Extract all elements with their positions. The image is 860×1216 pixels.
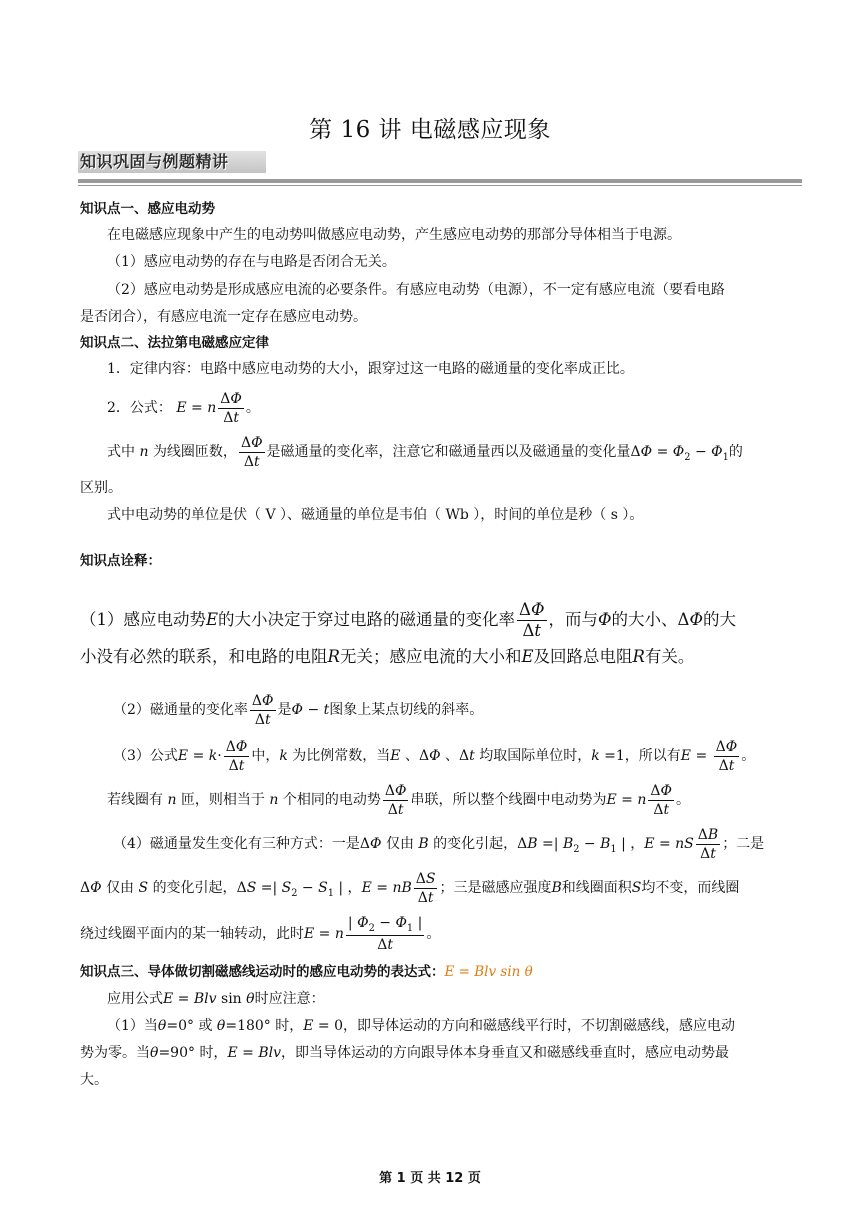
note-4-line-1: （4）磁通量发生变化有三种方式：一是ΔΦ 仅由 B 的变化引起，ΔB =| $B_2 - B_1$ | ，E = nS $\frac{\Delta B}{\Delta t}$ ；二是 bbox=[113, 826, 765, 862]
divider-thick bbox=[78, 179, 802, 183]
note-2: （2）磁通量的变化率 $\frac{\Delta\Phi}{\Delta t}$ 是Φ − t图象上某点切线的斜率。 bbox=[113, 692, 484, 728]
note-3-line-1: （3）公式E = k· $\frac{\Delta\Phi}{\Delta t}$ 中，k 为比例常数，当E 、ΔΦ 、Δt 均取国际单位时，k =1，所以有E = $\frac{\Delta\Phi}{\Delta t}$ 。 bbox=[113, 738, 756, 774]
paragraph: 在电磁感应现象中产生的电动势叫做感应电动势，产生感应电动势的那部分导体相当于电源。 bbox=[107, 227, 681, 243]
highlighted-formula: E = Blv sin θ bbox=[444, 964, 533, 980]
paragraph: 式中电动势的单位是伏（ V ）、磁通量的单位是韦伯（ Wb ），时间的单位是秒（ s ）。 bbox=[107, 507, 644, 523]
note-1-line-2: 小没有必然的联系，和电路的电阻R无关；感应电流的大小和E及回路总电阻R有关。 bbox=[80, 647, 695, 666]
paragraph: 是否闭合），有感应电流一定存在感应电动势。 bbox=[80, 309, 367, 325]
math-formula: E = n $\frac{\Delta\Phi}{\Delta t}$ 。 bbox=[176, 390, 260, 426]
section-banner: 知识巩固与例题精讲 bbox=[78, 151, 266, 173]
note-4-line-2: ΔΦ 仅由 S 的变化引起，ΔS =| $S_2 - S_1$ | ，E = nB $\frac{\Delta S}{\Delta t}$ ；三是磁感应强度B和线圈面积S均不变，而线圈 bbox=[80, 870, 740, 906]
page-footer: 第 1 页 共 12 页 bbox=[379, 1171, 481, 1186]
heading-section-2: 知识点二、法拉第电磁感应定律 bbox=[80, 335, 269, 351]
paragraph: （2）感应电动势是形成感应电流的必要条件。有感应电动势（电源），不一定有感应电流（要看电路 bbox=[107, 282, 725, 298]
paragraph: （1）当θ=0° 或 θ=180° 时，E = 0，即导体运动的方向和磁感线平行时，不切割磁感线，感应电动 bbox=[107, 1018, 736, 1034]
note-4-line-3: 绕过线圈平面内的某一轴转动，此时E = n $\frac{| \Phi_2 - \Phi_1 |}{\Delta t}$ 。 bbox=[80, 914, 441, 954]
paragraph: 应用公式E = Blv sin θ时应注意： bbox=[107, 991, 325, 1007]
law-statement: 1．定律内容：电路中感应电动势的大小，跟穿过这一电路的磁通量的变化率成正比。 bbox=[107, 361, 634, 377]
note-3-line-2: 若线圈有 n 匝，则相当于 n 个相同的电动势 $\frac{\Delta\Phi}{\Delta t}$ 串联，所以整个线圈中电动势为E = n $\frac{\Delta\Phi}{\Delta t}$ 。 bbox=[107, 782, 690, 818]
paragraph: 大。 bbox=[80, 1072, 108, 1088]
heading-section-1: 知识点一、感应电动势 bbox=[80, 201, 215, 217]
formula-label: 2．公式： bbox=[107, 400, 172, 416]
heading-notes: 知识点诠释： bbox=[80, 553, 161, 569]
paragraph: 式中 n 为线圈匝数， $\frac{\Delta\Phi}{\Delta t}$ 是磁通量的变化率，注意它和磁通量西以及磁通量的变化量$\Delta\Phi = \Phi_2 - \Phi_1$的 bbox=[107, 434, 743, 470]
divider-thin bbox=[78, 185, 802, 186]
formula-line bbox=[107, 386, 800, 430]
paragraph: 势为零。当θ=90° 时，E = Blv，即当导体运动的方向跟导体本身垂直又和磁感线垂直时，感应电动势最 bbox=[80, 1045, 729, 1061]
heading-section-3: 知识点三、导体做切割磁感线运动时的感应电动势的表达式：E = Blv sin θ bbox=[80, 964, 533, 980]
paragraph: 区别。 bbox=[80, 480, 122, 496]
paragraph: （1）感应电动势的存在与电路是否闭合无关。 bbox=[107, 254, 396, 270]
note-1-line-1: （1）感应电动势E的大小决定于穿过电路的磁通量的变化率 $\frac{\Delta\Phi}{\Delta t}$ ，而与Φ的大小、ΔΦ的大 bbox=[80, 599, 736, 640]
page-title: 第 16 讲 电磁感应现象 bbox=[309, 117, 551, 143]
